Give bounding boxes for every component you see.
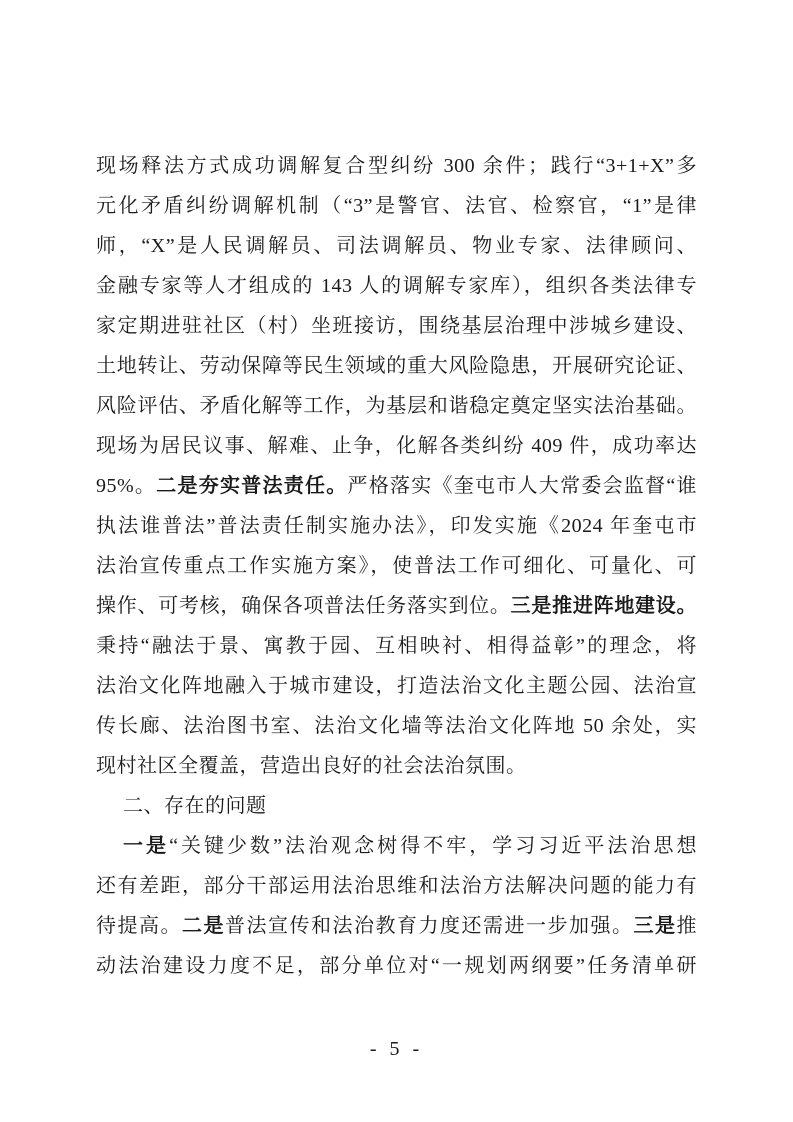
body-text: 待提高。 xyxy=(96,915,182,937)
emphasis-text: 二是 xyxy=(182,915,225,937)
body-text: 金融专家等人才组成的 143 人的调解专家库），组织各类法律专 xyxy=(96,275,697,297)
body-text: 现场释法方式成功调解复合型纠纷 300 余件；践行“3+1+X”多 xyxy=(96,155,697,177)
body-text: 普法宣传和法治教育力度还需进一步加强。 xyxy=(225,915,634,937)
text-line xyxy=(96,346,697,386)
body-text: 动法治建设力度不足，部分单位对“一规划两纲要”任务清单研 xyxy=(96,955,697,977)
text-line xyxy=(96,826,697,866)
body-text: 二、存在的问题 xyxy=(123,795,267,817)
text-line xyxy=(96,626,697,666)
text-line xyxy=(96,946,697,986)
body-text: 法治宣传重点工作实施方案》，使普法工作可细化、可量化、可 xyxy=(96,555,697,577)
body-text: 执法谁普法”普法责任制实施办法》，印发实施《2024 年奎屯市 xyxy=(96,515,697,537)
text-line xyxy=(96,386,697,426)
text-line xyxy=(96,706,697,746)
text-line xyxy=(96,786,697,826)
text-line xyxy=(96,866,697,906)
body-text: 现场为居民议事、解难、止争，化解各类纠纷 409 件，成功率达 xyxy=(96,435,697,457)
text-line xyxy=(96,146,697,186)
text-line xyxy=(96,426,697,466)
text-line xyxy=(96,546,697,586)
body-text: 家定期进驻社区（村）坐班接访，围绕基层治理中涉城乡建设、 xyxy=(96,315,697,337)
emphasis-text: 一是 xyxy=(123,835,170,857)
text-block xyxy=(96,146,697,986)
text-line xyxy=(96,226,697,266)
body-text: 严格落实《奎屯市人大常委会监督“谁 xyxy=(347,475,697,497)
text-line xyxy=(96,746,697,786)
body-text: 风险评估、矛盾化解等工作，为基层和谐稳定奠定坚实法治基础。 xyxy=(96,395,697,417)
body-text: 师，“X”是人民调解员、司法调解员、物业专家、法律顾问、 xyxy=(96,235,697,257)
page-number: - 5 - xyxy=(369,1038,424,1060)
text-line xyxy=(96,906,697,946)
body-text: 秉持“融法于景、寓教于园、互相映衬、相得益彰”的理念，将 xyxy=(96,635,697,657)
body-text: 现村社区全覆盖，营造出良好的社会法治氛围。 xyxy=(96,755,527,777)
body-text: 土地转让、劳动保障等民生领域的重大风险隐患，开展研究论证、 xyxy=(96,355,697,377)
text-line xyxy=(96,586,697,626)
body-text: 法治文化阵地融入于城市建设，打造法治文化主题公园、法治宣 xyxy=(96,675,697,697)
page-footer xyxy=(0,1038,793,1061)
body-text: 操作、可考核，确保各项普法任务落实到位。 xyxy=(96,595,511,617)
text-line xyxy=(96,466,697,506)
body-text: 还有差距，部分干部运用法治思维和法治方法解决问题的能力有 xyxy=(96,875,697,897)
text-line xyxy=(96,506,697,546)
body-text: 元化矛盾纠纷调解机制（“3”是警官、法官、检察官，“1”是律 xyxy=(96,195,697,217)
text-line xyxy=(96,266,697,306)
text-line xyxy=(96,666,697,706)
text-line xyxy=(96,186,697,226)
body-text: 推 xyxy=(676,915,697,937)
emphasis-text: 二是夯实普法责任。 xyxy=(156,475,348,497)
text-line xyxy=(96,306,697,346)
body-text: 95%。 xyxy=(96,475,157,497)
emphasis-text: 三是 xyxy=(633,915,677,937)
body-text: “关键少数”法治观念树得不牢，学习习近平法治思想 xyxy=(169,835,697,857)
body-text: 传长廊、法治图书室、法治文化墙等法治文化阵地 50 余处，实 xyxy=(96,715,697,737)
emphasis-text: 三是推进阵地建设。 xyxy=(510,595,697,617)
